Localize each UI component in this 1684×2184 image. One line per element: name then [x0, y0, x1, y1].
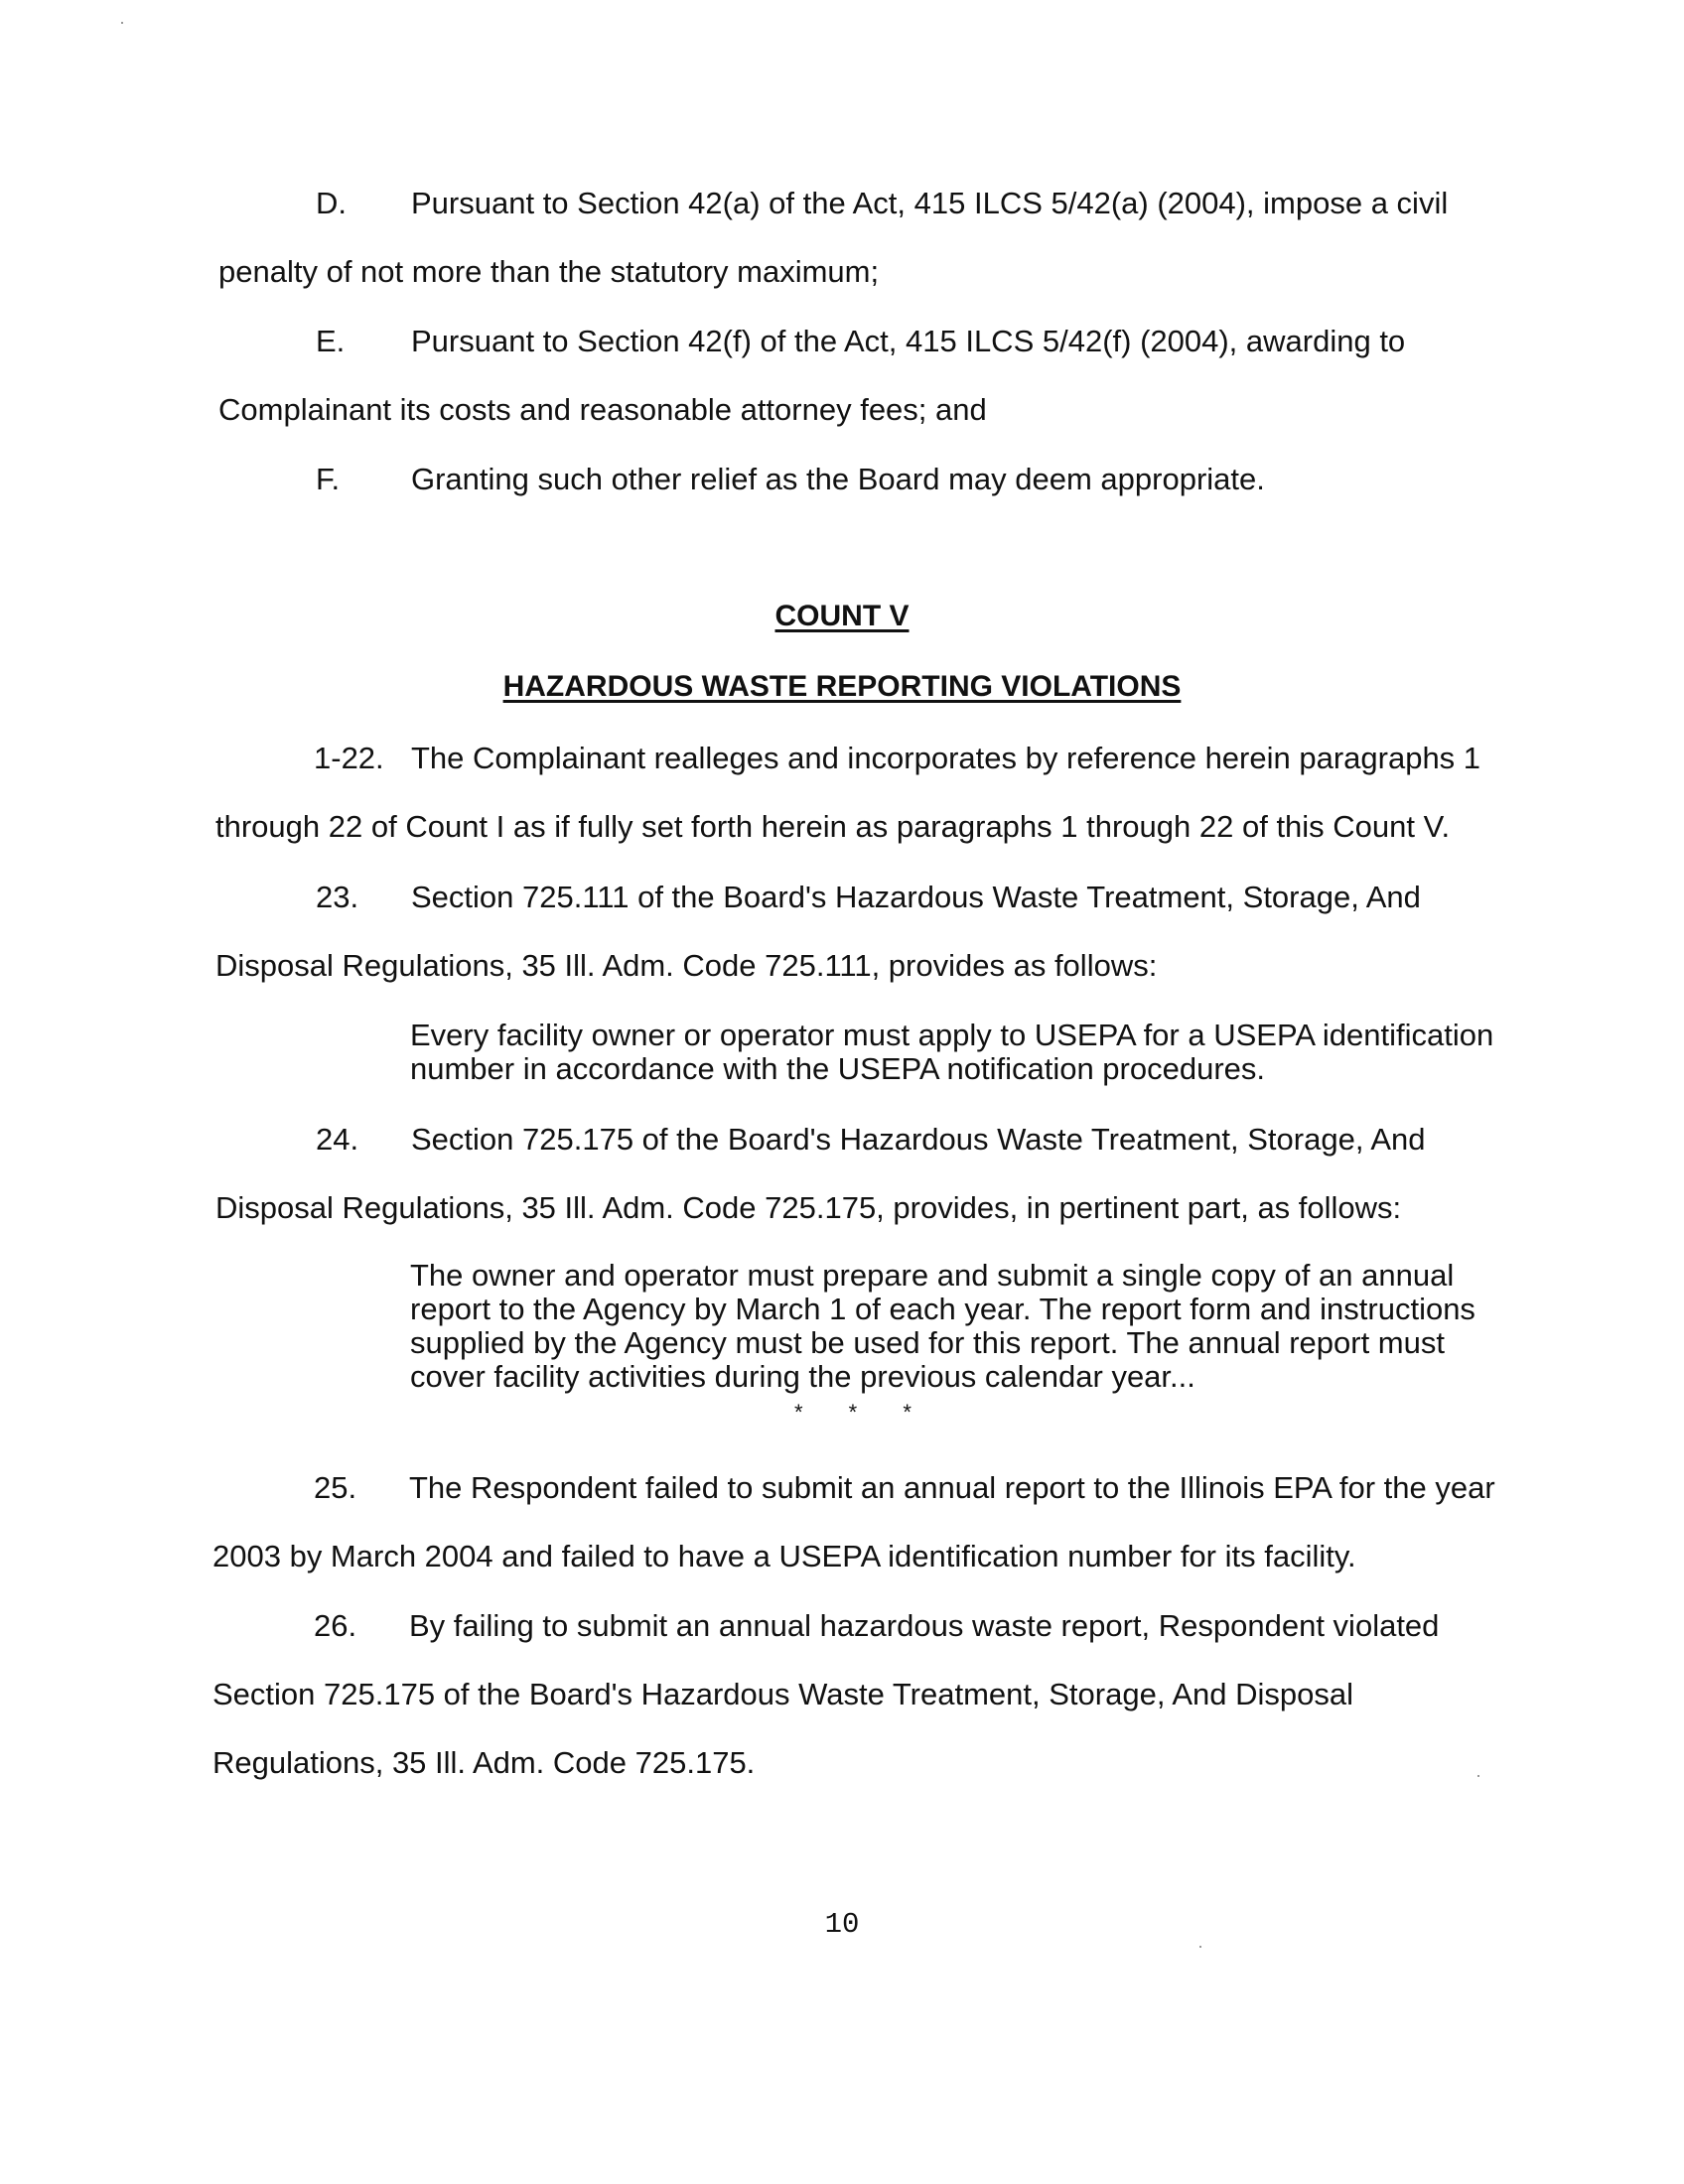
paragraph-number-24: 24.: [316, 1122, 359, 1157]
paragraph-1-22-line-1: The Complainant realleges and incorporates by reference herein paragraphs 1: [411, 741, 1481, 775]
item-d-line-1: Pursuant to Section 42(a) of the Act, 415 ILCS 5/42(a) (2004), impose a civil: [411, 186, 1449, 220]
quote-line: The owner and operator must prepare and submit a single copy of an annual: [410, 1258, 1455, 1293]
count-subheading: HAZARDOUS WASTE REPORTING VIOLATIONS: [502, 670, 1182, 703]
paragraph-23-line-1: Section 725.111 of the Board's Hazardous Waste Treatment, Storage, And: [411, 880, 1421, 914]
quote-line: Every facility owner or operator must apply to USEPA for a USEPA identification: [410, 1018, 1494, 1052]
item-e-line-2: Complainant its costs and reasonable attorney fees; and: [218, 392, 987, 427]
scan-speck: [1477, 1775, 1479, 1777]
quote-line: number in accordance with the USEPA notification procedures.: [410, 1051, 1266, 1086]
scan-speck: [1199, 1946, 1201, 1948]
item-e-line-1: Pursuant to Section 42(f) of the Act, 415 ILCS 5/42(f) (2004), awarding to: [411, 324, 1406, 358]
item-d-line-2: penalty of not more than the statutory maximum;: [218, 254, 880, 289]
paragraph-number-25: 25.: [314, 1470, 357, 1505]
block-quote-725-175: [410, 1259, 1502, 1394]
paragraph-number-1-22: 1-22.: [314, 741, 384, 775]
paragraph-26-line-2: Section 725.175 of the Board's Hazardous Waste Treatment, Storage, And Disposal: [212, 1677, 1353, 1711]
block-quote-725-111: [410, 1019, 1502, 1086]
paragraph-24-line-1: Section 725.175 of the Board's Hazardous Waste Treatment, Storage, And: [411, 1122, 1426, 1157]
item-label-e: E.: [316, 324, 346, 358]
paragraph-23-line-2: Disposal Regulations, 35 Ill. Adm. Code 725.111, provides as follows:: [215, 948, 1158, 983]
paragraph-26-line-3: Regulations, 35 Ill. Adm. Code 725.175.: [212, 1745, 756, 1780]
paragraph-24-line-2: Disposal Regulations, 35 Ill. Adm. Code 725.175, provides, in pertinent part, as follows:: [215, 1190, 1402, 1225]
paragraph-number-26: 26.: [314, 1608, 357, 1643]
item-f-line-1: Granting such other relief as the Board may deem appropriate.: [411, 462, 1265, 496]
quote-line: supplied by the Agency must be used for this report. The annual report must: [410, 1325, 1445, 1360]
paragraph-25-line-1: The Respondent failed to submit an annual report to the Illinois EPA for the year: [409, 1470, 1495, 1505]
omission-stars: * * *: [794, 1400, 931, 1425]
paragraph-1-22-line-2: through 22 of Count I as if fully set forth herein as paragraphs 1 through 22 of this Count V.: [215, 809, 1451, 844]
count-heading: COUNT V: [774, 600, 910, 632]
quote-line: cover facility activities during the previous calendar year...: [410, 1359, 1195, 1394]
paragraph-25-line-2: 2003 by March 2004 and failed to have a USEPA identification number for its facility.: [212, 1539, 1356, 1573]
paragraph-number-23: 23.: [316, 880, 359, 914]
item-label-f: F.: [316, 462, 341, 496]
quote-line: report to the Agency by March 1 of each year. The report form and instructions: [410, 1292, 1475, 1326]
page-number: 10: [824, 1908, 860, 1941]
paragraph-26-line-1: By failing to submit an annual hazardous waste report, Respondent violated: [409, 1608, 1440, 1643]
scan-speck: [121, 22, 123, 24]
item-label-d: D.: [316, 186, 347, 220]
